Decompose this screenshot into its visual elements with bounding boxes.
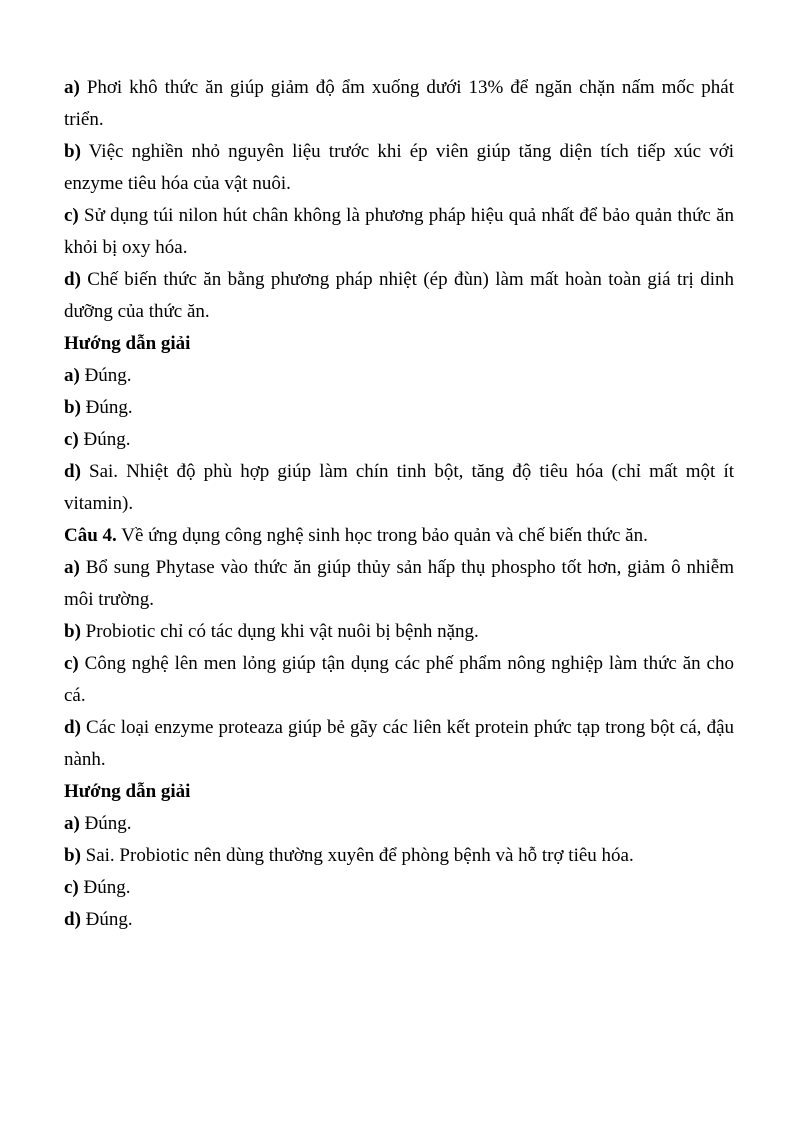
section-heading: [64, 776, 734, 808]
section-heading-label: Hướng dẫn giải: [64, 333, 191, 354]
question-item: [64, 136, 734, 200]
question-item: [64, 200, 734, 264]
item-text: Đúng.: [84, 365, 132, 386]
item-label: a): [64, 557, 80, 578]
item-label: d): [64, 717, 81, 738]
item-text: Công nghệ lên men lỏng giúp tận dụng các phế phẩm nông nghiệp làm thức ăn cho cá.: [64, 653, 734, 706]
item-text: Sai. Nhiệt độ phù hợp giúp làm chín tinh bột, tăng độ tiêu hóa (chỉ mất một ít vitamin).: [64, 461, 734, 514]
item-text: Chế biến thức ăn bằng phương pháp nhiệt (ép đùn) làm mất hoàn toàn giá trị dinh dưỡng của thức ăn.: [64, 269, 734, 322]
item-label: c): [64, 205, 79, 226]
question-item: [64, 904, 734, 936]
item-text: Đúng.: [85, 909, 133, 930]
question-item: [64, 264, 734, 328]
item-label: d): [64, 461, 81, 482]
item-text: Bổ sung Phytase vào thức ăn giúp thủy sản hấp thụ phospho tốt hơn, giảm ô nhiễm môi trường.: [64, 557, 734, 610]
item-label: b): [64, 845, 81, 866]
item-label: a): [64, 813, 80, 834]
question-item: [64, 552, 734, 616]
item-label: a): [64, 365, 80, 386]
item-label: c): [64, 653, 79, 674]
item-text: Đúng.: [84, 813, 132, 834]
item-text: Đúng.: [83, 429, 131, 450]
section-heading: [64, 328, 734, 360]
question-item: [64, 872, 734, 904]
question-item: [64, 616, 734, 648]
question-item: [64, 520, 734, 552]
section-heading-label: Hướng dẫn giải: [64, 781, 191, 802]
item-text: Probiotic chỉ có tác dụng khi vật nuôi bị bệnh nặng.: [85, 621, 479, 642]
item-label: b): [64, 141, 81, 162]
document-content: [64, 72, 734, 936]
item-label: a): [64, 77, 80, 98]
question-item: [64, 648, 734, 712]
question-item: [64, 72, 734, 136]
question-item: [64, 360, 734, 392]
item-label: d): [64, 269, 81, 290]
item-label: b): [64, 397, 81, 418]
item-label: Câu 4.: [64, 525, 117, 546]
question-item: [64, 712, 734, 776]
item-text: Đúng.: [85, 397, 133, 418]
question-item: [64, 808, 734, 840]
question-item: [64, 840, 734, 872]
item-label: d): [64, 909, 81, 930]
item-label: b): [64, 621, 81, 642]
item-label: c): [64, 877, 79, 898]
question-item: [64, 456, 734, 520]
item-text: Việc nghiền nhỏ nguyên liệu trước khi ép viên giúp tăng diện tích tiếp xúc với enzyme tiêu hóa của vật nuôi.: [64, 141, 734, 194]
item-text: Về ứng dụng công nghệ sinh học trong bảo quản và chế biến thức ăn.: [121, 525, 648, 546]
item-text: Sai. Probiotic nên dùng thường xuyên để phòng bệnh và hỗ trợ tiêu hóa.: [85, 845, 634, 866]
item-text: Đúng.: [83, 877, 131, 898]
question-item: [64, 424, 734, 456]
item-text: Sử dụng túi nilon hút chân không là phương pháp hiệu quả nhất để bảo quản thức ăn khỏi bị oxy hóa.: [64, 205, 735, 258]
question-item: [64, 392, 734, 424]
item-label: c): [64, 429, 79, 450]
item-text: Phơi khô thức ăn giúp giảm độ ẩm xuống dưới 13% để ngăn chặn nấm mốc phát triển.: [64, 77, 735, 130]
item-text: Các loại enzyme proteaza giúp bẻ gãy các liên kết protein phức tạp trong bột cá, đậu nành.: [64, 717, 734, 770]
